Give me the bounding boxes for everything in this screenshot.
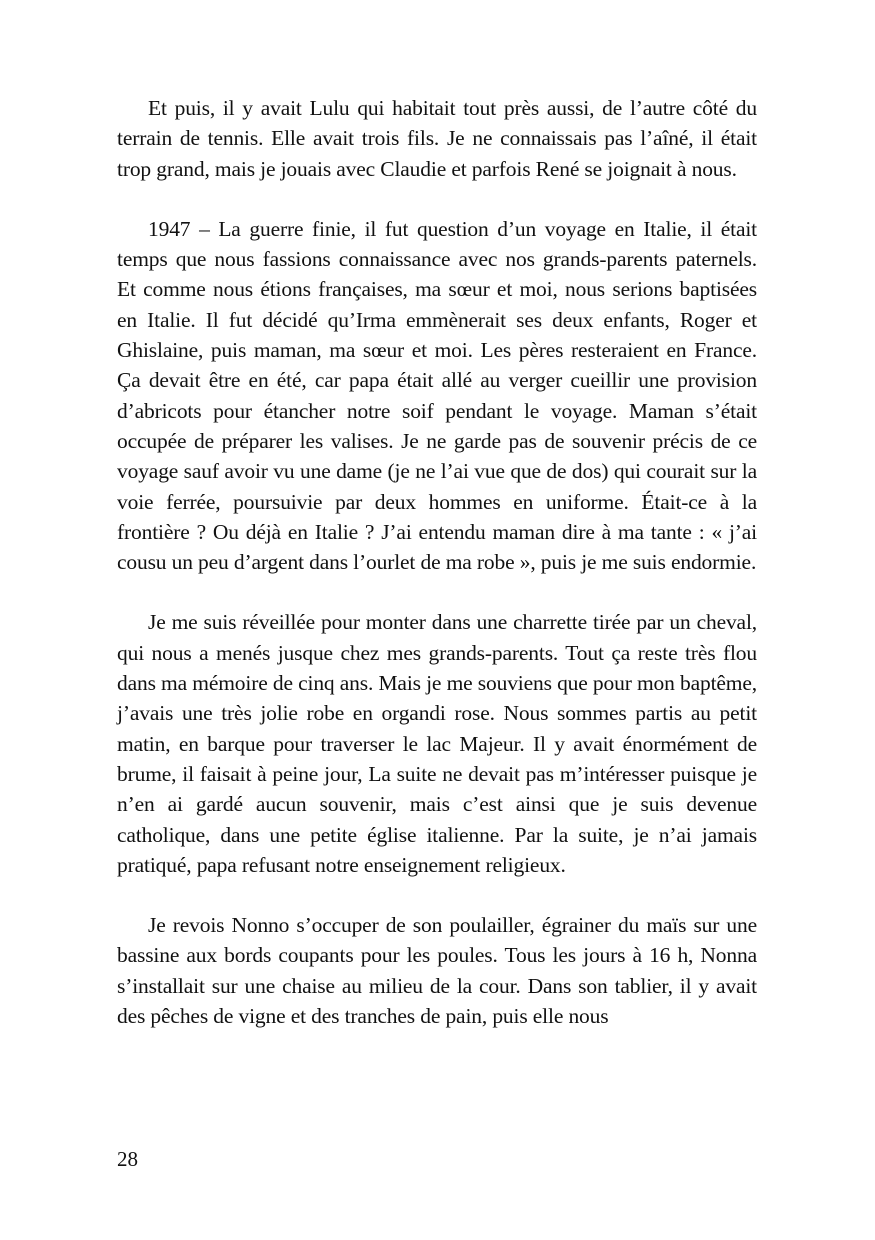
paragraph-lulu: Et puis, il y avait Lulu qui habitait tout près aussi, de l’autre côté du terrain de tennis. Elle avait trois fils. Je ne connaissais pas l’aîné, il était trop grand, mais je jouais avec Claudie et parfois René se joignait à nous.: [117, 96, 757, 181]
paragraph-bapteme: Je me suis réveillée pour monter dans une charrette tirée par un cheval, qui nous a menés jusque chez mes grands-parents. Tout ça reste très flou dans ma mémoire de cinq ans. Mais je me souviens que pour mon baptême, j’avais une très jolie robe en organdi rose. Nous sommes partis au petit matin, en barque pour traverser le lac Majeur. Il y avait énormément de brume, il faisait à peine jour, La suite ne devait pas m’intéresser puisque je n’en ai gardé aucun souvenir, mais c’est ainsi que je suis devenue catholique, dans une petite église italienne. Par la suite, je n’ai jamais pratiqué, papa refusant notre enseignement religieux.: [117, 610, 757, 877]
paragraph-nonno-nonna: Je revois Nonno s’occuper de son poulailler, égrainer du maïs sur une bassine aux bords coupants pour les poules. Tous les jours à 16 h, Nonna s’installait sur une chaise au milieu de la cour. Dans son tablier, il y avait des pêches de vigne et des tranches de pain, puis elle nous: [117, 913, 757, 1029]
paragraph-voyage-italie: 1947 – La guerre finie, il fut question d’un voyage en Italie, il était temps que nous fassions connaissance avec nos grands-parents paternels. Et comme nous étions françaises, ma sœur et moi, nous serions baptisées en Italie. Il fut décidé qu’Irma emmènerait ses deux enfants, Roger et Ghislaine, puis maman, ma sœur et moi. Les pères resteraient en France. Ça devait être en été, car papa était allé au verger cueillir une provision d’abricots pour étancher notre soif pendant le voyage. Maman s’était occupée de préparer les valises. Je ne garde pas de souvenir précis de ce voyage sauf avoir vu une dame (je ne l’ai vue que de dos) qui courait sur la voie ferrée, poursuivie par deux hommes en uniforme. Était-ce à la frontière ? Ou déjà en Italie ? J’ai entendu maman dire à ma tante : « j’ai cousu un peu d’argent dans l’ourlet de ma robe », puis je me suis endormie.: [117, 216, 757, 575]
body-text: [117, 93, 757, 1061]
page-number: 28: [117, 1147, 138, 1171]
